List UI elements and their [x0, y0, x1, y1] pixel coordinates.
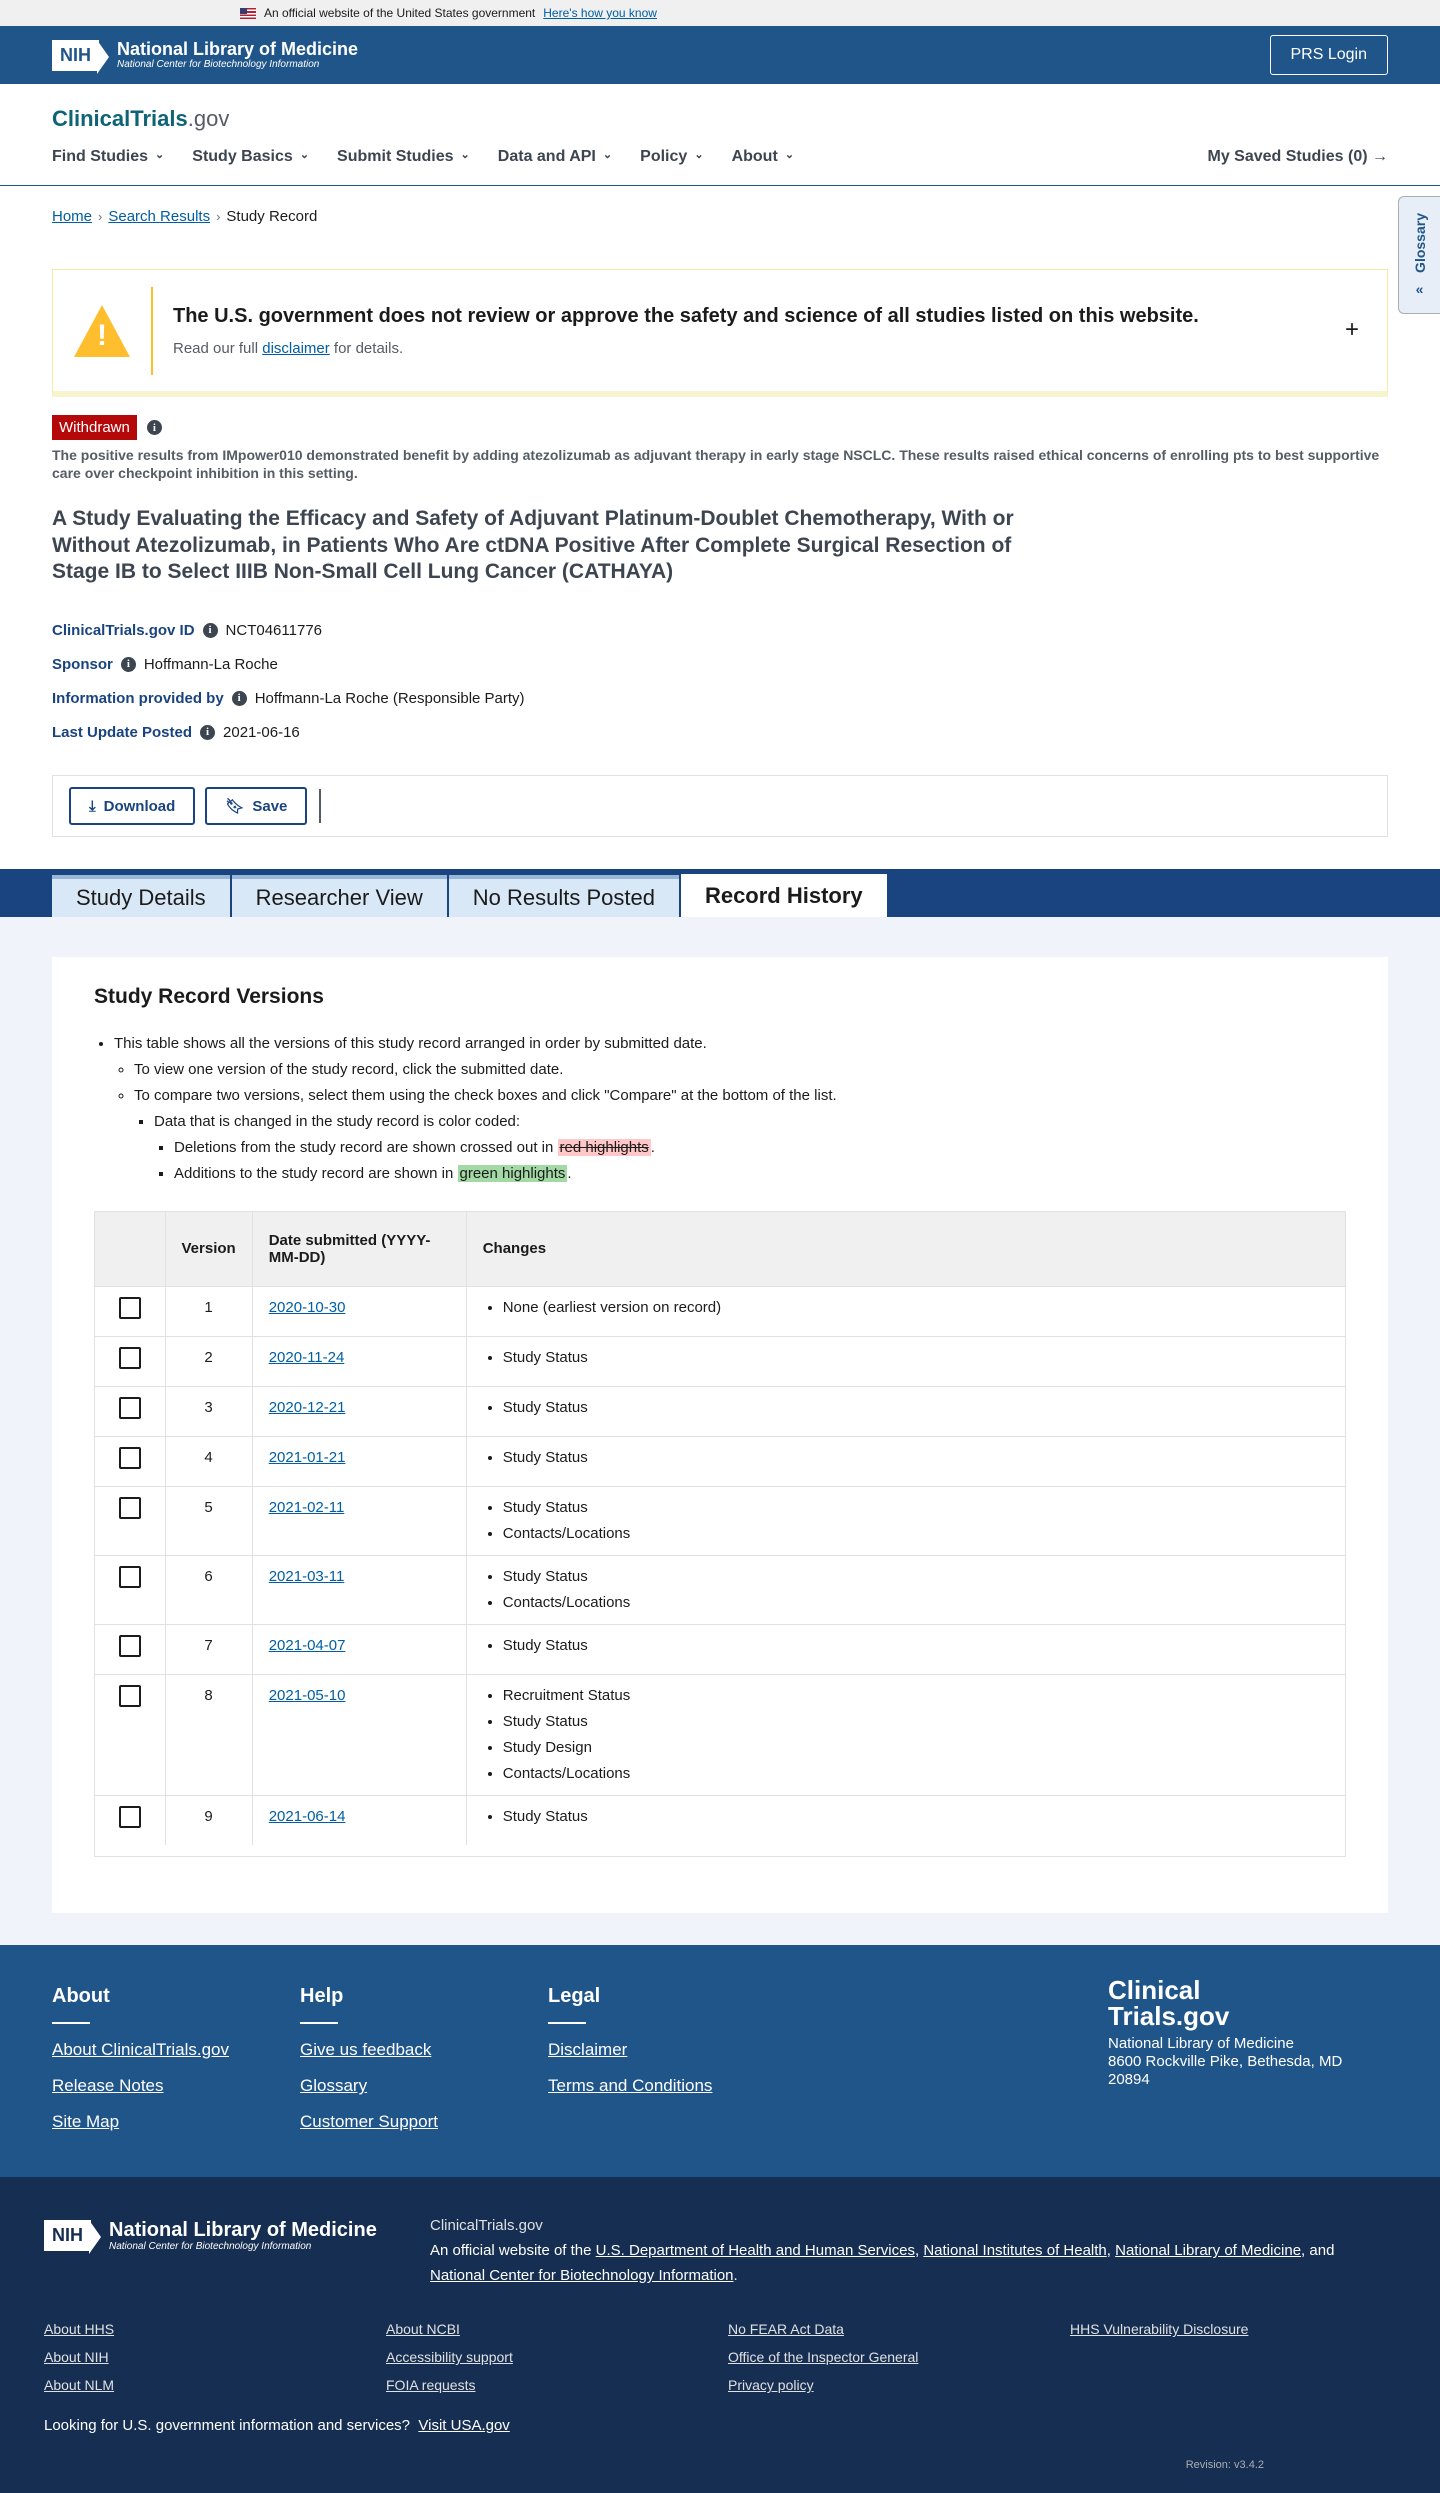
- ncbi-name: National Center for Biotechnology Information: [109, 2241, 312, 2253]
- row-date-link[interactable]: 2021-03-11: [268, 1567, 345, 1585]
- footer-col-legal: [548, 1985, 712, 2112]
- meta-value-updated: 2021-06-16: [223, 723, 300, 741]
- footer-col-about: [52, 1985, 229, 2148]
- tabs-bar: [0, 869, 1440, 917]
- footer-address: [1108, 1977, 1342, 2089]
- nih-logo-box: NIH: [44, 2220, 91, 2251]
- us-flag-icon: [240, 8, 256, 19]
- info-icon[interactable]: i: [200, 725, 215, 740]
- row-changes: [466, 1386, 1345, 1436]
- row-version: 7: [165, 1624, 252, 1674]
- row-changes: [466, 1674, 1345, 1795]
- nlm-name: National Library of Medicine: [117, 38, 359, 59]
- meta-key-provided: Information provided by: [52, 689, 224, 707]
- disclaimer-post: for details.: [333, 339, 404, 357]
- row-date-cell: [252, 1486, 466, 1555]
- revision: Revision: v3.4.2: [1185, 2459, 1264, 2472]
- meta-value-id: NCT04611776: [225, 621, 322, 639]
- footer2-link[interactable]: No FEAR Act Data: [728, 2321, 844, 2338]
- save-label: Save: [252, 797, 288, 815]
- change-item: • Study Status: [503, 1495, 1329, 1521]
- table-row: [95, 1795, 1345, 1845]
- withdrawn-reason: The positive results from IMpower010 demonstrated benefit by adding atezolizumab as adjuvant therapy in early stage NSCLC. These results raised ethical concerns of enrolling pts to best supportive care over checkpoint inhibition in this setting.: [52, 447, 1380, 482]
- row-checkbox[interactable]: [119, 1685, 141, 1707]
- row-version: 5: [165, 1486, 252, 1555]
- study-title: A Study Evaluating the Efficacy and Safety of Adjuvant Platinum-Doublet Chemotherapy, With or Without Atezolizumab, in Patients Who Are ctDNA Positive After Complete Surgical Resection of Stage IB to Select IIIB Non-Small Cell Lung Cancer (CATHAYA): [52, 507, 1014, 583]
- glossary-toggle[interactable]: [1398, 196, 1440, 314]
- nlm-bar: [0, 26, 1440, 84]
- instruction-item: [174, 1161, 1346, 1187]
- addition-text: Additions to the study record are shown in: [174, 1165, 454, 1183]
- row-checkbox[interactable]: [119, 1297, 141, 1319]
- instruction-item: ◦ To view one version of the study record, click the submitted date.: [134, 1057, 1346, 1083]
- instruction-item: [174, 1135, 1346, 1161]
- logo-main: ClinicalTrials: [52, 106, 188, 131]
- row-select-cell: [95, 1386, 165, 1436]
- record-history-section: [0, 917, 1440, 1945]
- row-changes: [466, 1555, 1345, 1624]
- red-highlight-sample: red highlights: [559, 1139, 649, 1157]
- nav-find-studies[interactable]: Find Studies ⌄: [52, 148, 164, 166]
- nlm-name: National Library of Medicine: [109, 2219, 377, 2242]
- row-date-link[interactable]: 2021-02-11: [268, 1498, 345, 1516]
- row-date-cell: [252, 1436, 466, 1486]
- footer2-empty: [1070, 2377, 1412, 2393]
- row-select-cell: [95, 1555, 165, 1624]
- footer2-links: [44, 2321, 1412, 2393]
- footer2-link[interactable]: FOIA requests: [386, 2377, 476, 2394]
- tab-no-results-posted[interactable]: No Results Posted: [449, 875, 679, 917]
- download-icon: ⤓: [89, 797, 96, 815]
- nlm-footer: [0, 2177, 1440, 2493]
- nih-link[interactable]: National Institutes of Health: [923, 2242, 1107, 2260]
- address-line: National Library of Medicine: [1108, 2035, 1294, 2053]
- saved-label: My Saved Studies (0): [1207, 148, 1368, 165]
- footer2-link[interactable]: About NLM: [44, 2377, 115, 2394]
- footer2-link[interactable]: About HHS: [44, 2321, 115, 2338]
- footer-link[interactable]: Terms and Conditions: [548, 2076, 713, 2096]
- footer2-link[interactable]: Accessibility support: [386, 2349, 513, 2366]
- nih-footer-logo[interactable]: [44, 2219, 377, 2252]
- status-row: [52, 415, 1388, 440]
- info-icon[interactable]: i: [121, 657, 136, 672]
- row-select-cell: [95, 1336, 165, 1386]
- site-footer: [0, 1945, 1440, 2177]
- instruction-item: ◦ To compare two versions, select them using the check boxes and click "Compare" at the bottom of the list.: [134, 1083, 1346, 1109]
- download-label: Download: [103, 797, 176, 815]
- row-date-link[interactable]: 2021-05-10: [268, 1686, 346, 1704]
- meta-value-provided: Hoffmann-La Roche (Responsible Party): [254, 689, 525, 707]
- footer-col-help: [300, 1985, 438, 2148]
- table-row: [95, 1436, 1345, 1486]
- row-date-cell: [252, 1624, 466, 1674]
- nlm-link[interactable]: National Library of Medicine: [1115, 2242, 1302, 2260]
- main-nav: [52, 148, 794, 166]
- address-line: 20894: [1108, 2071, 1150, 2089]
- change-item: • Contacts/Locations: [503, 1521, 1329, 1547]
- disclaimer-link[interactable]: disclaimer: [262, 339, 330, 357]
- nih-logo-box: NIH: [52, 40, 99, 71]
- change-item: • Study Status: [503, 1564, 1329, 1590]
- footer-logo-l1: Clinical: [1108, 1975, 1201, 2006]
- usa-gov-line: [44, 2417, 510, 2434]
- row-date-cell: [252, 1795, 466, 1845]
- logo-suffix: .gov: [187, 106, 230, 131]
- official-site-text: ClinicalTrials.gov An official website of the U.S. Department of Health and Human Services, National Institutes of Health, National Library of Medicine, and National Center for Biotechnology Information.: [430, 2213, 1360, 2288]
- gov-banner-text: An official website of the United States government: [264, 6, 536, 20]
- nav-policy[interactable]: Policy ⌄: [640, 148, 703, 166]
- status-badge: Withdrawn: [52, 415, 137, 440]
- addition-period: .: [567, 1165, 572, 1183]
- row-date-link[interactable]: 2020-12-21: [268, 1398, 346, 1416]
- info-icon[interactable]: i: [203, 623, 218, 638]
- row-date-link[interactable]: 2021-06-14: [268, 1807, 346, 1825]
- ncbi-link[interactable]: National Center for Biotechnology Information: [430, 2267, 734, 2285]
- footer-link[interactable]: About ClinicalTrials.gov: [52, 2040, 229, 2060]
- row-changes: [466, 1624, 1345, 1674]
- versions-instructions: [114, 1031, 1346, 1187]
- info-icon[interactable]: i: [147, 420, 162, 435]
- footer2-link[interactable]: About NCBI: [386, 2321, 460, 2338]
- breadcrumb-search-results[interactable]: Search Results: [108, 208, 211, 225]
- breadcrumb-home[interactable]: Home: [52, 208, 93, 225]
- row-date-cell: [252, 1555, 466, 1624]
- versions-table: [94, 1211, 1346, 1857]
- breadcrumb: [0, 186, 1440, 225]
- col-version: Version: [165, 1212, 252, 1286]
- row-checkbox[interactable]: [119, 1566, 141, 1588]
- meta-key-id: ClinicalTrials.gov ID: [52, 621, 195, 639]
- row-version: 2: [165, 1336, 252, 1386]
- row-checkbox[interactable]: [119, 1397, 141, 1419]
- row-select-cell: [95, 1436, 165, 1486]
- col-changes: Changes: [466, 1212, 1345, 1286]
- table-row: [95, 1336, 1345, 1386]
- site-header: [0, 84, 1440, 186]
- info-icon[interactable]: i: [232, 691, 247, 706]
- divider: [319, 789, 321, 823]
- arrow-right-icon: →: [1372, 148, 1388, 165]
- tab-researcher-view[interactable]: Researcher View: [232, 875, 447, 917]
- footer-col-title: About: [52, 1985, 110, 2008]
- study-meta: [52, 613, 1388, 749]
- prs-login-button[interactable]: PRS Login: [1270, 35, 1389, 75]
- footer-link[interactable]: Site Map: [52, 2112, 120, 2132]
- table-row: [95, 1624, 1345, 1674]
- change-item: • Study Status: [503, 1709, 1329, 1735]
- row-changes: [466, 1286, 1345, 1336]
- row-date-cell: [252, 1674, 466, 1795]
- footer2-pre: An official website of the: [430, 2242, 592, 2260]
- bookmark-icon: 🔖︎: [225, 798, 245, 816]
- row-date-link[interactable]: 2020-11-24: [268, 1348, 345, 1366]
- tab-record-history[interactable]: Record History: [681, 869, 887, 917]
- row-changes: [466, 1336, 1345, 1386]
- table-row: [95, 1555, 1345, 1624]
- my-saved-studies-link[interactable]: [1208, 148, 1389, 166]
- footer-link[interactable]: Give us feedback: [300, 2040, 432, 2060]
- footer2-link[interactable]: Office of the Inspector General: [728, 2349, 919, 2366]
- row-changes: [466, 1795, 1345, 1845]
- usa-gov-link[interactable]: Visit USA.gov: [418, 2417, 510, 2435]
- hhs-link[interactable]: U.S. Department of Health and Human Services: [595, 2242, 915, 2260]
- change-item: • Study Design: [503, 1735, 1329, 1761]
- row-date-cell: [252, 1386, 466, 1436]
- instruction-item: • This table shows all the versions of this study record arranged in order by submitted date.: [114, 1031, 1346, 1057]
- chevron-right-icon: ›: [216, 209, 221, 224]
- row-select-cell: [95, 1795, 165, 1845]
- footer-col-title: Legal: [548, 1985, 601, 2008]
- change-item: • Study Status: [503, 1345, 1329, 1371]
- change-item: • Study Status: [503, 1395, 1329, 1421]
- footer-col-title: Help: [300, 1985, 344, 2008]
- change-item: • Study Status: [503, 1633, 1329, 1659]
- actions-bar: [52, 775, 1388, 837]
- glossary-label: Glossary: [1411, 213, 1428, 273]
- footer-link[interactable]: Disclaimer: [548, 2040, 628, 2060]
- col-date: Date submitted (YYYY-MM-DD): [252, 1212, 466, 1286]
- table-row: [95, 1674, 1345, 1795]
- row-checkbox[interactable]: [119, 1447, 141, 1469]
- site-logo[interactable]: [52, 106, 229, 132]
- table-row: [95, 1286, 1345, 1336]
- row-checkbox[interactable]: [119, 1806, 141, 1828]
- table-row: [95, 1486, 1345, 1555]
- row-version: 8: [165, 1674, 252, 1795]
- ncbi-name: National Center for Biotechnology Information: [117, 59, 320, 71]
- nav-about[interactable]: About ⌄: [732, 148, 794, 166]
- row-version: 9: [165, 1795, 252, 1845]
- change-item: • Study Status: [503, 1445, 1329, 1471]
- footer-link[interactable]: Glossary: [300, 2076, 368, 2096]
- versions-card: [52, 957, 1388, 1913]
- row-version: 1: [165, 1286, 252, 1336]
- instruction-item: ▪ Data that is changed in the study record is color coded:: [154, 1109, 1346, 1135]
- change-item: • Study Status: [503, 1804, 1329, 1830]
- address-line: 8600 Rockville Pike, Bethesda, MD: [1108, 2053, 1343, 2071]
- meta-value-sponsor: Hoffmann-La Roche: [143, 655, 278, 673]
- nih-logo[interactable]: [52, 40, 358, 71]
- deletion-text: Deletions from the study record are shown crossed out in: [174, 1139, 554, 1157]
- row-changes: [466, 1486, 1345, 1555]
- row-date-link[interactable]: 2021-04-07: [268, 1636, 346, 1654]
- change-item: • Contacts/Locations: [503, 1761, 1329, 1787]
- col-select: [95, 1212, 165, 1286]
- usa-pre: Looking for U.S. government information and services?: [44, 2417, 411, 2435]
- row-date-cell: [252, 1286, 466, 1336]
- row-version: 3: [165, 1386, 252, 1436]
- tab-study-details[interactable]: Study Details: [52, 875, 230, 917]
- row-version: 4: [165, 1436, 252, 1486]
- warning-icon: !: [74, 305, 130, 357]
- change-item: • Recruitment Status: [503, 1683, 1329, 1709]
- row-changes: [466, 1436, 1345, 1486]
- row-date-link[interactable]: 2020-10-30: [268, 1298, 346, 1316]
- footer2-site: ClinicalTrials.gov: [430, 2217, 543, 2235]
- footer-link[interactable]: Release Notes: [52, 2076, 164, 2096]
- row-date-cell: [252, 1336, 466, 1386]
- nav-data-and-api[interactable]: Data and API ⌄: [498, 148, 612, 166]
- versions-heading: Study Record Versions: [94, 985, 324, 1009]
- expand-plus-icon[interactable]: +: [1344, 316, 1359, 343]
- download-button[interactable]: [69, 787, 195, 825]
- disclaimer-alert: [52, 269, 1388, 397]
- footer-logo[interactable]: [1108, 1975, 1342, 2032]
- row-select-cell: [95, 1674, 165, 1795]
- row-select-cell: [95, 1486, 165, 1555]
- deletion-period: .: [650, 1139, 655, 1157]
- footer-logo-l2: Trials.gov: [1108, 2001, 1230, 2032]
- footer2-empty: [1070, 2349, 1412, 2365]
- nav-study-basics[interactable]: Study Basics ⌄: [192, 148, 309, 166]
- table-row: [95, 1386, 1345, 1436]
- disclaimer-heading: The U.S. government does not review or approve the safety and science of all studies listed on this website.: [173, 304, 1199, 327]
- gov-banner: [0, 0, 1440, 26]
- row-checkbox[interactable]: [119, 1347, 141, 1369]
- save-button[interactable]: [205, 787, 307, 825]
- meta-key-sponsor: Sponsor: [52, 655, 113, 673]
- row-checkbox[interactable]: [119, 1635, 141, 1657]
- row-select-cell: [95, 1286, 165, 1336]
- disclaimer-pre: Read our full: [173, 339, 259, 357]
- row-date-link[interactable]: 2021-01-21: [268, 1448, 346, 1466]
- change-item: • Contacts/Locations: [503, 1590, 1329, 1616]
- heres-how-you-know-link[interactable]: Here's how you know: [543, 6, 657, 20]
- footer2-link[interactable]: Privacy policy: [728, 2377, 814, 2394]
- footer2-link[interactable]: HHS Vulnerability Disclosure: [1070, 2321, 1249, 2338]
- double-chevron-left-icon: «: [1415, 280, 1424, 297]
- row-version: 6: [165, 1555, 252, 1624]
- breadcrumb-current: Study Record: [226, 208, 318, 225]
- chevron-right-icon: ›: [98, 209, 103, 224]
- change-item: • None (earliest version on record): [503, 1295, 1329, 1321]
- meta-key-updated: Last Update Posted: [52, 723, 193, 741]
- footer2-link[interactable]: About NIH: [44, 2349, 109, 2366]
- nav-submit-studies[interactable]: Submit Studies ⌄: [337, 148, 470, 166]
- row-checkbox[interactable]: [119, 1497, 141, 1519]
- green-highlight-sample: green highlights: [459, 1165, 566, 1183]
- row-select-cell: [95, 1624, 165, 1674]
- footer-link[interactable]: Customer Support: [300, 2112, 438, 2132]
